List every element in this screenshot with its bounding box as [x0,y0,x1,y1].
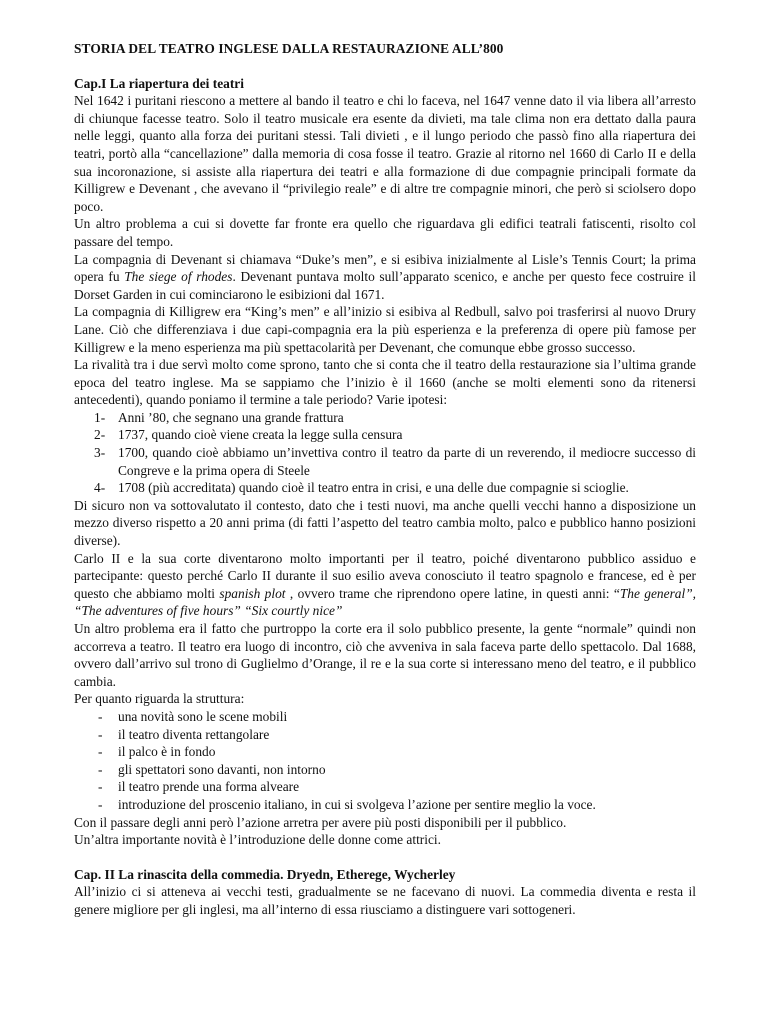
paragraph: La rivalità tra i due servì molto come sprono, tanto che si conta che il teatro della restaurazione sia l’ultima grande epoca del teatro inglese. Ma se sappiamo che l’inizio è il 1660 (anche se molti elementi sono da ritenersi antecedenti), quando poniamo il termine a tale periodo? Varie ipotesi: [74,357,696,408]
list-item: 1- Anni ’80, che segnano una grande frattura [94,409,344,425]
hypotheses-list [74,409,696,497]
paragraph: La compagnia di Devenant si chiamava “Duke’s men”, e si esibiva inizialmente al Lisle’s Tennis Court; la prima opera fu The siege of rhodes. Devenant puntava molto sull’apparato scenico, e anche per questo fece costruire il Dorset Garden in cui cominciarono le esibizioni dal 1671. [74,251,696,302]
chapter-1-heading: Cap.I La riapertura dei teatri [74,75,244,91]
paragraph: Un’altra importante novità è l’introduzione delle donne come attrici. [74,832,441,848]
paragraph: Carlo II e la sua corte diventarono molto importanti per il teatro, poiché diventarono pubblico assiduo e partecipante: questo perché Carlo II durante il suo esilio aveva conosciuto il teatro spagnolo e francese, ed è per questo che abbiamo molti spanish plot , ovvero trame che riprendono opere latine, in questi anni: “The general”, “The adventures of five hours” “Six courtly nice” [74,550,696,619]
italic-title: The siege of rhodes [124,269,233,285]
list-item: 2- 1737, quando cioè viene creata la legge sulla censura [94,427,403,443]
list-item: - introduzione del proscenio italiano, in cui si svolgeva l’azione per sentire meglio la voce. [98,796,596,812]
list-item: 3- 1700, quando cioè abbiamo un’invettiva contro il teatro da parte di un reverendo, il mediocre successo di Congreve e la prima opera di Steele [94,445,696,478]
list-item: - gli spettatori sono davanti, non intorno [98,761,326,777]
list-item: - una novità sono le scene mobili [98,708,288,724]
paragraph: Nel 1642 i puritani riescono a mettere al bando il teatro e chi lo faceva, nel 1647 venne dato il via libera all’arresto di chiunque facesse teatro. Solo il teatro musicale era esente da divieti, ma tale clima non era dettato dalla paura nelle leggi, quanto alla forza dei puritani stessi. Tali divieti , e il lungo periodo che passò fino alla riapertura dei teatri, portò alla “cancellazione” dalla memoria di cosa fosse il teatro. Grazie al ritorno nel 1660 di Carlo II e della sua incoronazione, si assiste alla riapertura dei teatri e alla formazione di due compagnie principali formate da Killigrew e Devenant , che avevano il “privilegio reale” e di altre tre compagnie minori, che però si sciolsero dopo poco. [74,93,696,214]
paragraph: Un altro problema era il fatto che purtroppo la corte era il solo pubblico presente, la gente “normale” quindi non accorreva a teatro. Il teatro era luogo di incontro, ciò che avveniva in sala faceva parte dello spettacolo. Dal 1688, ovvero dall’arrivo sul trono di Guglielmo d’Orange, il re e la sua corte si interessano meno del teatro, e il pubblico cambia. [74,621,696,689]
chapter-2-heading: Cap. II La rinascita della commedia. Dryedn, Etherege, Wycherley [74,866,456,882]
paragraph: La compagnia di Killigrew era “King’s men” e all’inizio si esibiva al Redbull, salvo poi trasferirsi al nuovo Drury Lane. Ciò che differenziava i due capi-compagnia era la più esperienza e la preferenza di opere più famose per Killigrew e la meno esperienza ma più spettacolarità per Devenant, che comunque ebbe grosso successo. [74,304,696,355]
paragraph: Per quanto riguarda la struttura: [74,691,245,707]
list-item: 4- 1708 (più accreditata) quando cioè il teatro entra in crisi, e una delle due compagnie si scioglie. [94,480,629,496]
list-item: - il teatro prende una forma alveare [98,779,300,795]
structure-list [74,708,696,814]
list-item: - il palco è in fondo [98,744,216,760]
paragraph: Un altro problema a cui si dovette far fronte era quello che riguardava gli edifici teatrali fatiscenti, risolto col passare del tempo. [74,216,696,249]
paragraph: Con il passare degli anni però l’azione arretra per avere più posti disponibili per il pubblico. [74,814,567,830]
paragraph: All’inizio ci si atteneva ai vecchi testi, gradualmente se ne facevano di nuovi. La commedia diventa e resta il genere migliore per gli inglesi, ma all’interno di essa riusciamo a distinguere vari sottogeneri. [74,884,696,917]
document-title: STORIA DEL TEATRO INGLESE DALLA RESTAURAZIONE ALL’800 [74,41,504,56]
list-item: - il teatro diventa rettangolare [98,726,270,742]
paragraph: Di sicuro non va sottovalutato il contesto, dato che i testi nuovi, ma anche quelli vecchi hanno a disposizione un mezzo diverso rispetto a 20 anni prima (di fatti l’aspetto del teatro cambia molto, palco e pubblico hanno posizioni diverse). [74,497,696,549]
